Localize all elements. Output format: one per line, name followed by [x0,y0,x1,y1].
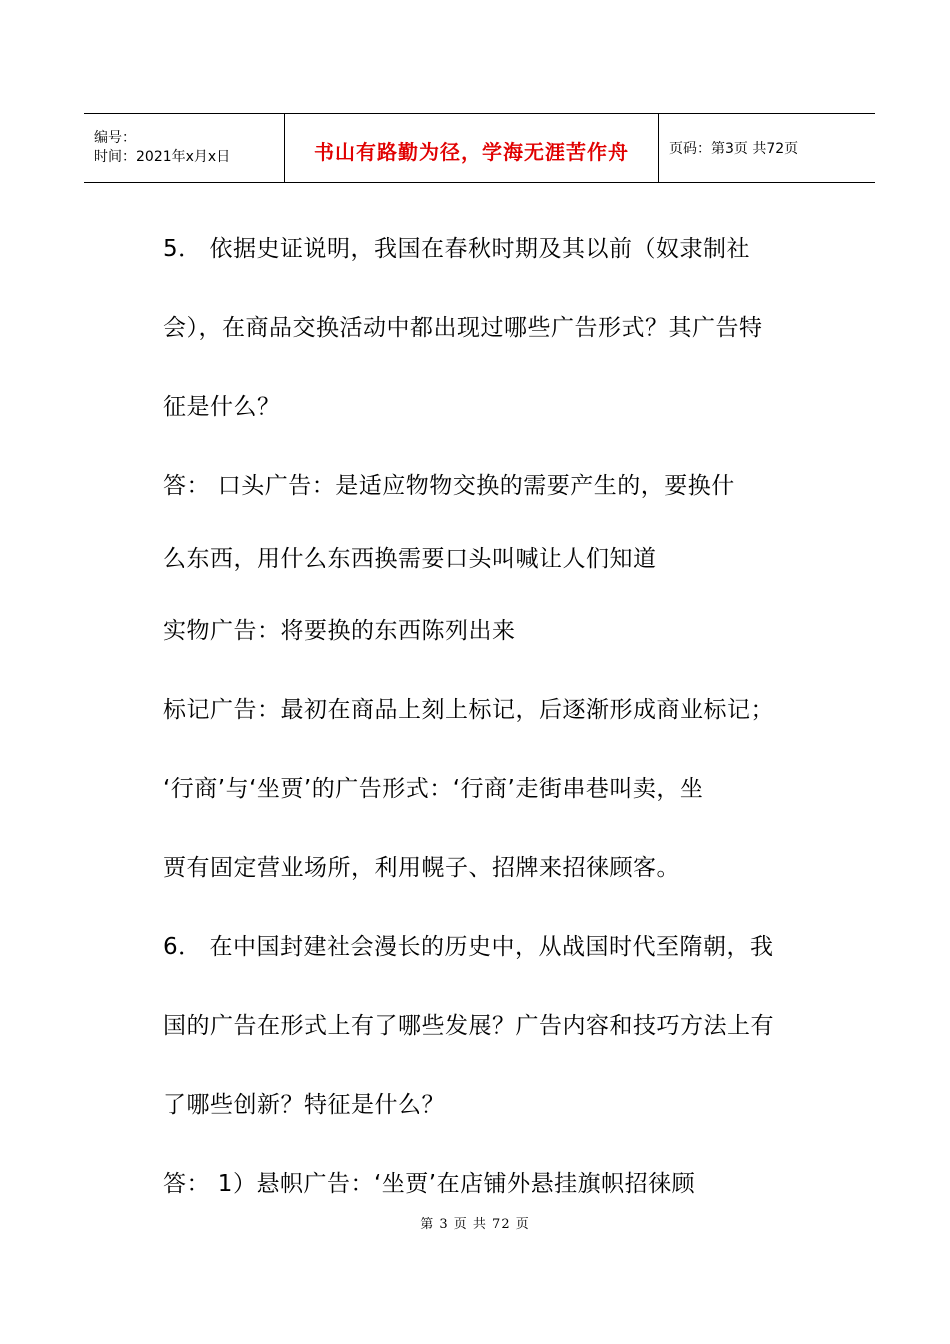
document-body [163,210,803,1224]
body-line: 答： 口头广告：是适应物物交换的需要产生的，要换什 [163,473,735,499]
page-footer: 第 3 页 共 72 页 [420,1217,530,1232]
body-line: 答： 1）悬帜广告：‘坐贾’在店铺外悬挂旗帜招徕顾 [163,1171,696,1197]
body-line: 贾有固定营业场所，利用幌子、招牌来招徕顾客。 [163,855,680,881]
body-line: 了哪些创新？特征是什么？ [163,1092,445,1118]
body-line: 5． 依据史证说明，我国在春秋时期及其以前（奴隶制社 [163,236,750,262]
header-motto-cell [285,114,659,182]
body-line: 会），在商品交换活动中都出现过哪些广告形式？其广告特 [163,315,763,341]
body-line: 标记广告：最初在商品上刻上标记，后逐渐形成商业标记； [163,697,774,723]
header-page-info: 页码：第3页 共72页 [669,141,799,157]
header-meta [84,114,285,182]
body-line: 6． 在中国封建社会漫长的历史中，从战国时代至隋朝，我 [163,934,774,960]
document-time: 时间：2021年x月x日 [94,149,231,165]
body-line: 国的广告在形式上有了哪些发展？广告内容和技巧方法上有 [163,1013,774,1039]
body-line: 么东西，用什么东西换需要口头叫喊让人们知道 [163,546,657,572]
body-line: 实物广告：将要换的东西陈列出来 [163,618,516,644]
document-header [84,113,875,183]
body-line: 征是什么？ [163,394,281,420]
document-number-label: 编号： [94,130,136,146]
body-line: ‘行商’与‘坐贾’的广告形式：‘行商’走街串巷叫卖，坐 [163,776,704,802]
header-motto: 书山有路勤为径，学海无涯苦作舟 [314,139,629,164]
header-page-cell [659,114,875,182]
